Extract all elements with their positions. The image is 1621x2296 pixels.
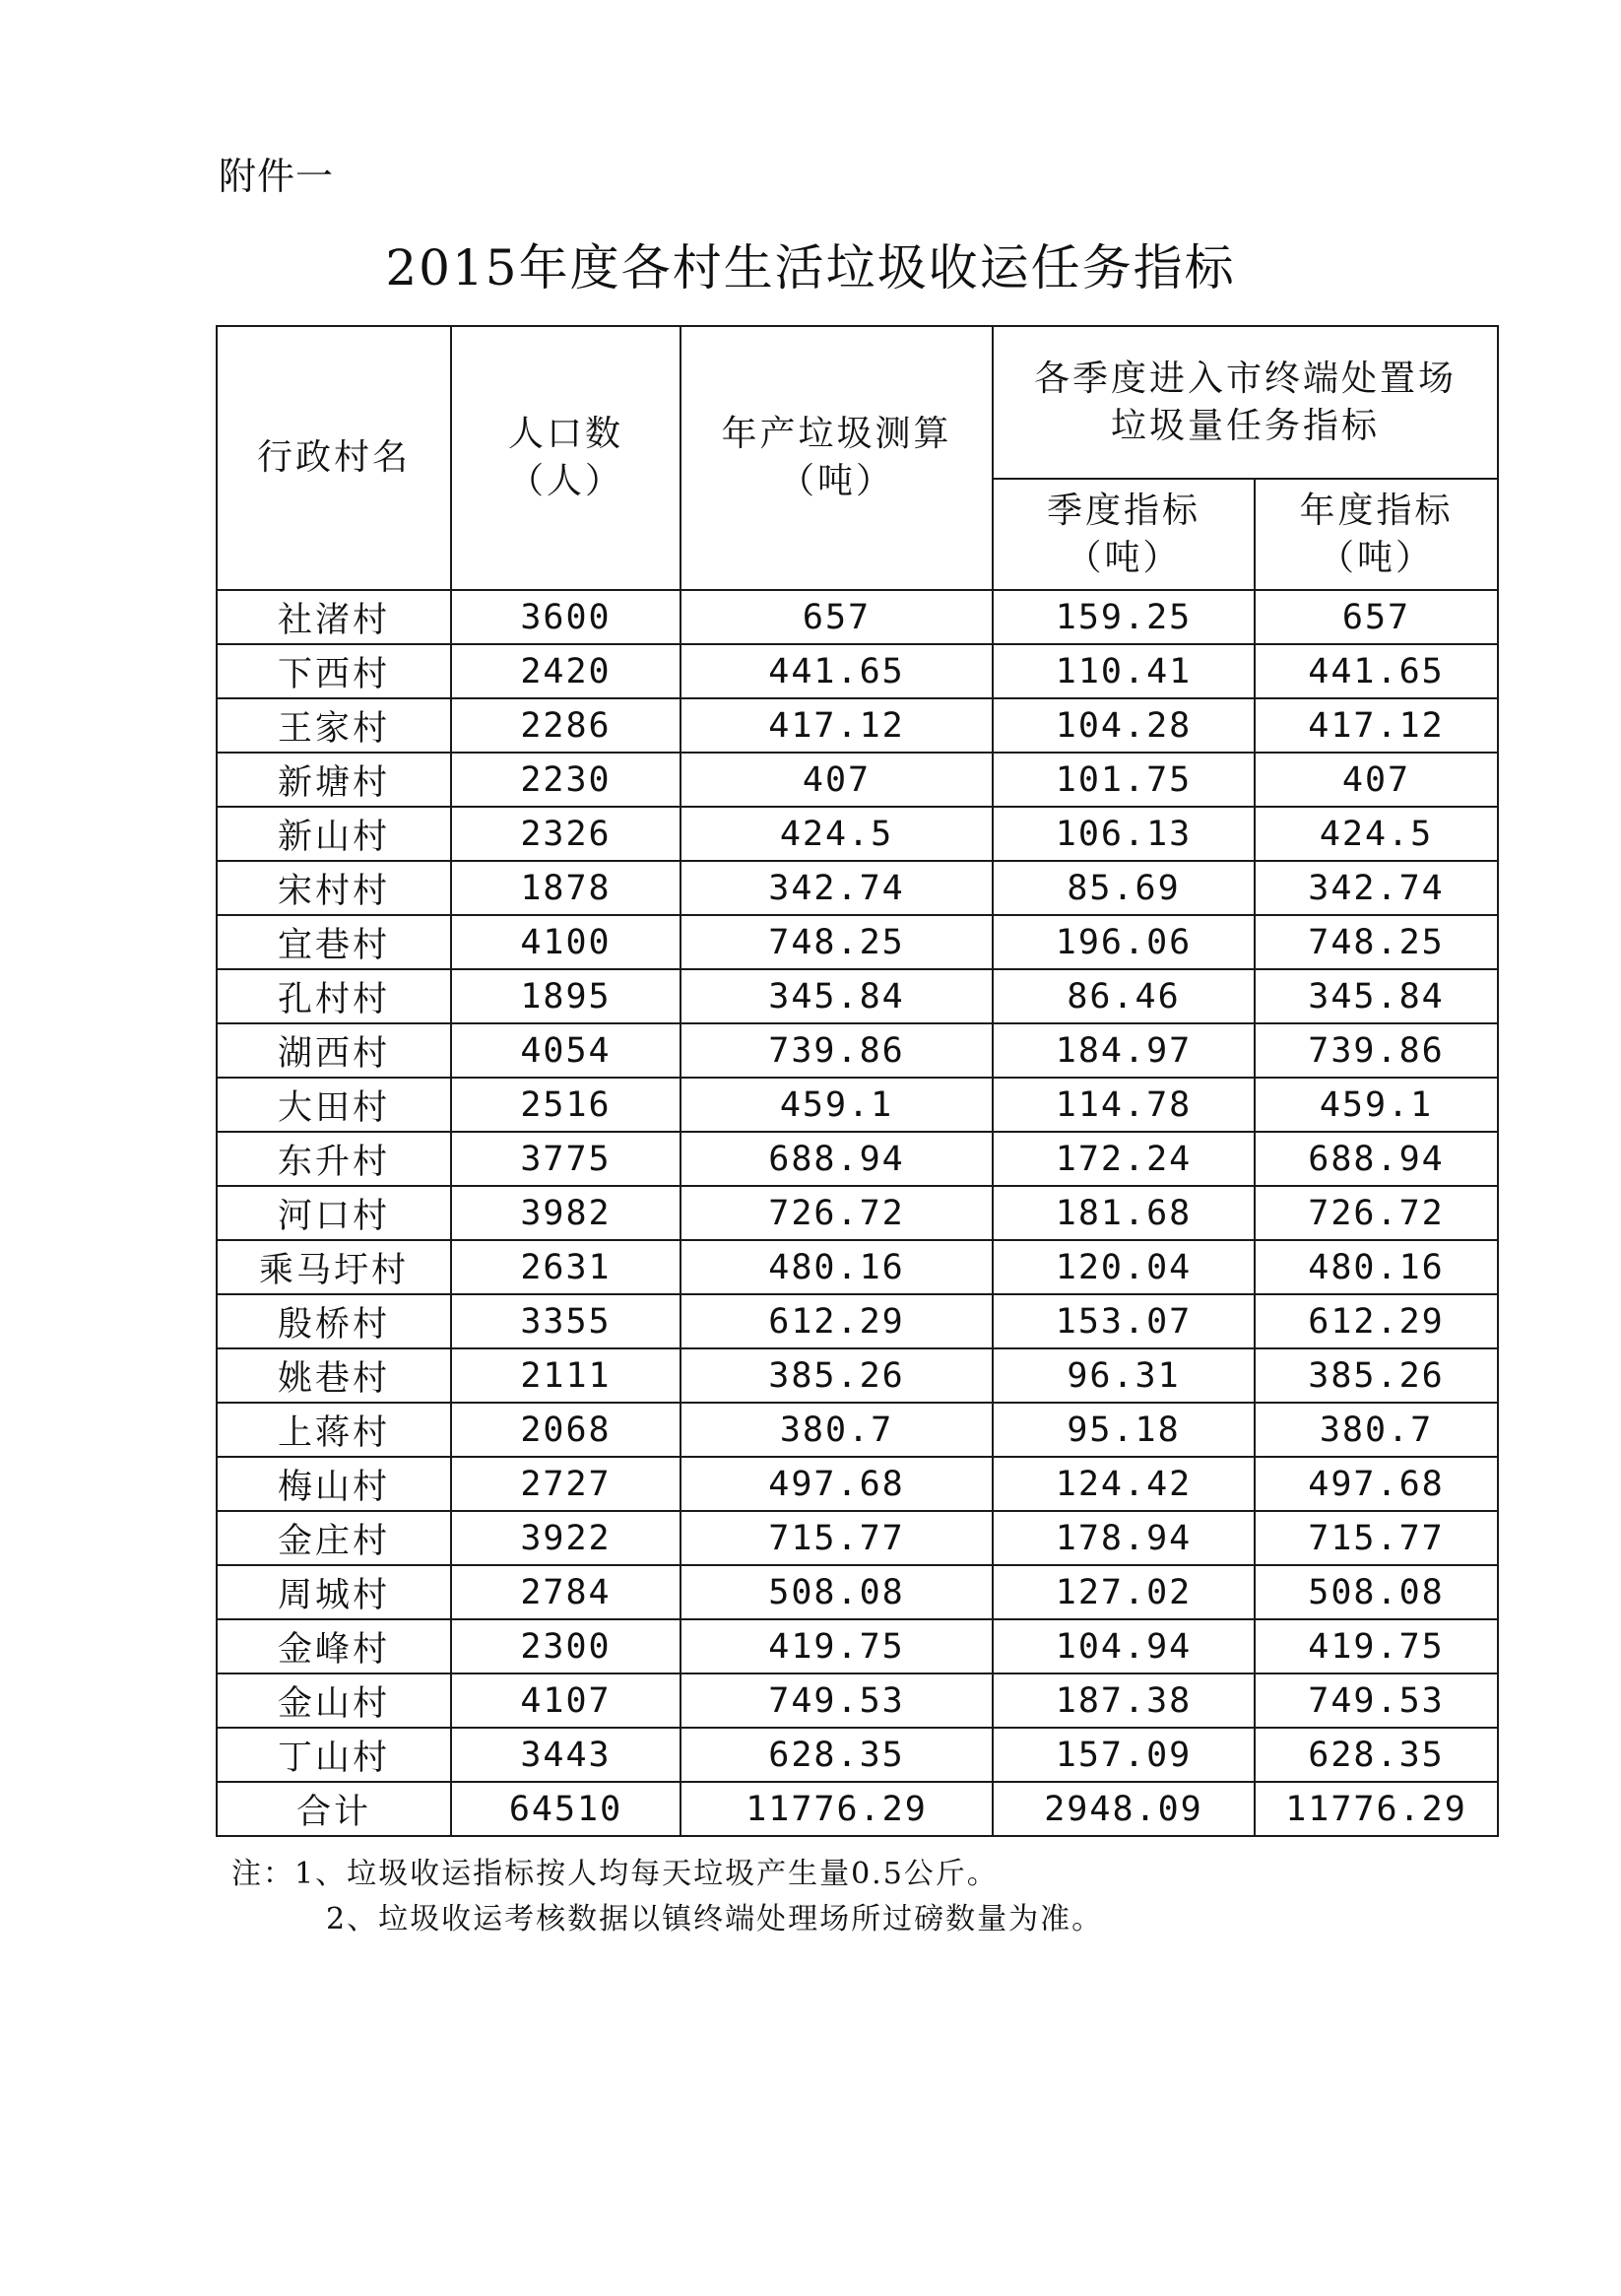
quarterly-target-cell: 159.25 xyxy=(993,590,1255,644)
table-row xyxy=(217,753,1498,807)
header-quarterly-unit: （吨） xyxy=(1066,537,1182,578)
quarterly-target-cell: 86.46 xyxy=(993,969,1255,1023)
header-annual-waste-label: 年产垃圾测算 xyxy=(721,414,952,454)
annual-waste-cell: 342.74 xyxy=(681,861,993,915)
quarterly-target-cell: 153.07 xyxy=(993,1294,1255,1348)
table-row xyxy=(217,1186,1498,1240)
annual-waste-cell: 385.26 xyxy=(681,1348,993,1403)
quarterly-target-cell: 172.24 xyxy=(993,1132,1255,1186)
village-cell: 金峰村 xyxy=(217,1619,451,1673)
header-population-label: 人口数 xyxy=(507,414,623,454)
population-cell: 2420 xyxy=(451,644,681,698)
table-row xyxy=(217,1132,1498,1186)
village-cell: 乘马圩村 xyxy=(217,1240,451,1294)
total-row xyxy=(217,1782,1498,1836)
table-row xyxy=(217,1240,1498,1294)
village-cell: 河口村 xyxy=(217,1186,451,1240)
village-cell: 姚巷村 xyxy=(217,1348,451,1403)
header-village-label: 行政村名 xyxy=(256,437,411,478)
yearly-target-cell: 612.29 xyxy=(1255,1294,1498,1348)
population-cell: 3355 xyxy=(451,1294,681,1348)
header-row-top xyxy=(217,326,1498,479)
header-target-group xyxy=(993,326,1498,479)
annual-waste-cell: 748.25 xyxy=(681,915,993,969)
quarterly-target-cell: 106.13 xyxy=(993,807,1255,861)
table-row xyxy=(217,1619,1498,1673)
population-cell: 2300 xyxy=(451,1619,681,1673)
table-row xyxy=(217,1294,1498,1348)
yearly-target-cell: 385.26 xyxy=(1255,1348,1498,1403)
yearly-target-cell: 345.84 xyxy=(1255,969,1498,1023)
table-row xyxy=(217,590,1498,644)
annual-waste-cell: 657 xyxy=(681,590,993,644)
quarterly-target-cell: 187.38 xyxy=(993,1673,1255,1728)
annual-waste-cell: 480.16 xyxy=(681,1240,993,1294)
population-cell: 3600 xyxy=(451,590,681,644)
table-row xyxy=(217,1511,1498,1565)
population-cell: 2068 xyxy=(451,1403,681,1457)
village-cell: 社渚村 xyxy=(217,590,451,644)
population-cell: 2516 xyxy=(451,1078,681,1132)
annual-waste-cell: 497.68 xyxy=(681,1457,993,1511)
village-cell: 新山村 xyxy=(217,807,451,861)
yearly-target-cell: 726.72 xyxy=(1255,1186,1498,1240)
population-cell: 3775 xyxy=(451,1132,681,1186)
village-cell: 周城村 xyxy=(217,1565,451,1619)
annual-waste-cell: 441.65 xyxy=(681,644,993,698)
population-cell: 2326 xyxy=(451,807,681,861)
yearly-target-cell: 407 xyxy=(1255,753,1498,807)
yearly-target-cell: 715.77 xyxy=(1255,1511,1498,1565)
village-cell: 下西村 xyxy=(217,644,451,698)
population-cell: 2784 xyxy=(451,1565,681,1619)
population-cell: 1878 xyxy=(451,861,681,915)
table-row xyxy=(217,861,1498,915)
annual-waste-cell: 688.94 xyxy=(681,1132,993,1186)
annual-waste-cell: 424.5 xyxy=(681,807,993,861)
annual-waste-cell: 715.77 xyxy=(681,1511,993,1565)
header-village xyxy=(217,326,451,590)
population-cell: 64510 xyxy=(451,1782,681,1836)
annual-waste-cell: 726.72 xyxy=(681,1186,993,1240)
quarterly-target-cell: 184.97 xyxy=(993,1023,1255,1078)
annual-waste-cell: 749.53 xyxy=(681,1673,993,1728)
village-cell: 王家村 xyxy=(217,698,451,753)
village-cell: 湖西村 xyxy=(217,1023,451,1078)
yearly-target-cell: 417.12 xyxy=(1255,698,1498,753)
header-target-group-line2: 垃圾量任务指标 xyxy=(1111,405,1381,446)
table-body xyxy=(217,590,1498,1836)
table-row xyxy=(217,1673,1498,1728)
header-population-unit: （人） xyxy=(507,461,623,501)
table-row xyxy=(217,915,1498,969)
footnote-2: 2、垃圾收运考核数据以镇终端处理场所过磅数量为准。 xyxy=(326,1902,1104,1936)
annual-waste-cell: 739.86 xyxy=(681,1023,993,1078)
header-target-group-line1: 各季度进入市终端处置场 xyxy=(1034,358,1458,399)
yearly-target-cell: 380.7 xyxy=(1255,1403,1498,1457)
yearly-target-cell: 342.74 xyxy=(1255,861,1498,915)
table-row xyxy=(217,1728,1498,1782)
quarterly-target-cell: 104.28 xyxy=(993,698,1255,753)
village-cell: 上蒋村 xyxy=(217,1403,451,1457)
annual-waste-cell: 508.08 xyxy=(681,1565,993,1619)
quarterly-target-cell: 120.04 xyxy=(993,1240,1255,1294)
yearly-target-cell: 628.35 xyxy=(1255,1728,1498,1782)
village-cell: 东升村 xyxy=(217,1132,451,1186)
population-cell: 4100 xyxy=(451,915,681,969)
header-quarterly xyxy=(993,479,1255,590)
population-cell: 2230 xyxy=(451,753,681,807)
annual-waste-cell: 380.7 xyxy=(681,1403,993,1457)
annual-waste-cell: 407 xyxy=(681,753,993,807)
village-cell: 新塘村 xyxy=(217,753,451,807)
quarterly-target-cell: 2948.09 xyxy=(993,1782,1255,1836)
yearly-target-cell: 748.25 xyxy=(1255,915,1498,969)
yearly-target-cell: 749.53 xyxy=(1255,1673,1498,1728)
population-cell: 3982 xyxy=(451,1186,681,1240)
table-row xyxy=(217,1457,1498,1511)
yearly-target-cell: 508.08 xyxy=(1255,1565,1498,1619)
quarterly-target-cell: 110.41 xyxy=(993,644,1255,698)
quarterly-target-cell: 96.31 xyxy=(993,1348,1255,1403)
header-yearly-unit: （吨） xyxy=(1319,537,1435,578)
yearly-target-cell: 657 xyxy=(1255,590,1498,644)
annual-waste-cell: 11776.29 xyxy=(681,1782,993,1836)
table-row xyxy=(217,698,1498,753)
quarterly-target-cell: 114.78 xyxy=(993,1078,1255,1132)
quarterly-target-cell: 85.69 xyxy=(993,861,1255,915)
table-row xyxy=(217,1403,1498,1457)
village-cell: 丁山村 xyxy=(217,1728,451,1782)
quarterly-target-cell: 181.68 xyxy=(993,1186,1255,1240)
quarterly-target-cell: 127.02 xyxy=(993,1565,1255,1619)
document-title: 2015年度各村生活垃圾收运任务指标 xyxy=(385,239,1236,296)
village-cell: 孔村村 xyxy=(217,969,451,1023)
table-row xyxy=(217,644,1498,698)
table-header xyxy=(217,326,1498,590)
yearly-target-cell: 11776.29 xyxy=(1255,1782,1498,1836)
annual-waste-cell: 459.1 xyxy=(681,1078,993,1132)
table-row xyxy=(217,969,1498,1023)
population-cell: 3443 xyxy=(451,1728,681,1782)
yearly-target-cell: 459.1 xyxy=(1255,1078,1498,1132)
quarterly-target-cell: 104.94 xyxy=(993,1619,1255,1673)
quarterly-target-cell: 95.18 xyxy=(993,1403,1255,1457)
header-annual-waste xyxy=(681,326,993,590)
population-cell: 2727 xyxy=(451,1457,681,1511)
quarterly-target-cell: 101.75 xyxy=(993,753,1255,807)
footnote-1: 注：1、垃圾收运指标按人均每天垃圾产生量0.5公斤。 xyxy=(231,1857,999,1891)
attachment-label: 附件一 xyxy=(219,155,335,198)
quarterly-target-cell: 196.06 xyxy=(993,915,1255,969)
yearly-target-cell: 497.68 xyxy=(1255,1457,1498,1511)
population-cell: 3922 xyxy=(451,1511,681,1565)
annual-waste-cell: 612.29 xyxy=(681,1294,993,1348)
header-yearly-label: 年度指标 xyxy=(1299,490,1454,531)
population-cell: 2631 xyxy=(451,1240,681,1294)
yearly-target-cell: 419.75 xyxy=(1255,1619,1498,1673)
village-cell: 梅山村 xyxy=(217,1457,451,1511)
annual-waste-cell: 419.75 xyxy=(681,1619,993,1673)
yearly-target-cell: 441.65 xyxy=(1255,644,1498,698)
yearly-target-cell: 739.86 xyxy=(1255,1023,1498,1078)
annual-waste-cell: 417.12 xyxy=(681,698,993,753)
header-population xyxy=(451,326,681,590)
header-quarterly-label: 季度指标 xyxy=(1046,490,1200,531)
waste-quota-table xyxy=(216,325,1499,1837)
population-cell: 1895 xyxy=(451,969,681,1023)
village-cell: 大田村 xyxy=(217,1078,451,1132)
yearly-target-cell: 688.94 xyxy=(1255,1132,1498,1186)
quarterly-target-cell: 178.94 xyxy=(993,1511,1255,1565)
village-cell: 宜巷村 xyxy=(217,915,451,969)
table-row xyxy=(217,1023,1498,1078)
yearly-target-cell: 424.5 xyxy=(1255,807,1498,861)
village-cell: 金山村 xyxy=(217,1673,451,1728)
table-row xyxy=(217,1078,1498,1132)
village-cell: 合计 xyxy=(217,1782,451,1836)
village-cell: 金庄村 xyxy=(217,1511,451,1565)
population-cell: 4107 xyxy=(451,1673,681,1728)
population-cell: 4054 xyxy=(451,1023,681,1078)
footnotes xyxy=(231,1852,1103,1942)
village-cell: 殷桥村 xyxy=(217,1294,451,1348)
table-row xyxy=(217,807,1498,861)
village-cell: 宋村村 xyxy=(217,861,451,915)
population-cell: 2286 xyxy=(451,698,681,753)
table-row xyxy=(217,1565,1498,1619)
annual-waste-cell: 345.84 xyxy=(681,969,993,1023)
yearly-target-cell: 480.16 xyxy=(1255,1240,1498,1294)
quarterly-target-cell: 157.09 xyxy=(993,1728,1255,1782)
annual-waste-cell: 628.35 xyxy=(681,1728,993,1782)
header-yearly xyxy=(1255,479,1498,590)
quarterly-target-cell: 124.42 xyxy=(993,1457,1255,1511)
header-annual-waste-unit: （吨） xyxy=(778,461,894,501)
table-row xyxy=(217,1348,1498,1403)
population-cell: 2111 xyxy=(451,1348,681,1403)
